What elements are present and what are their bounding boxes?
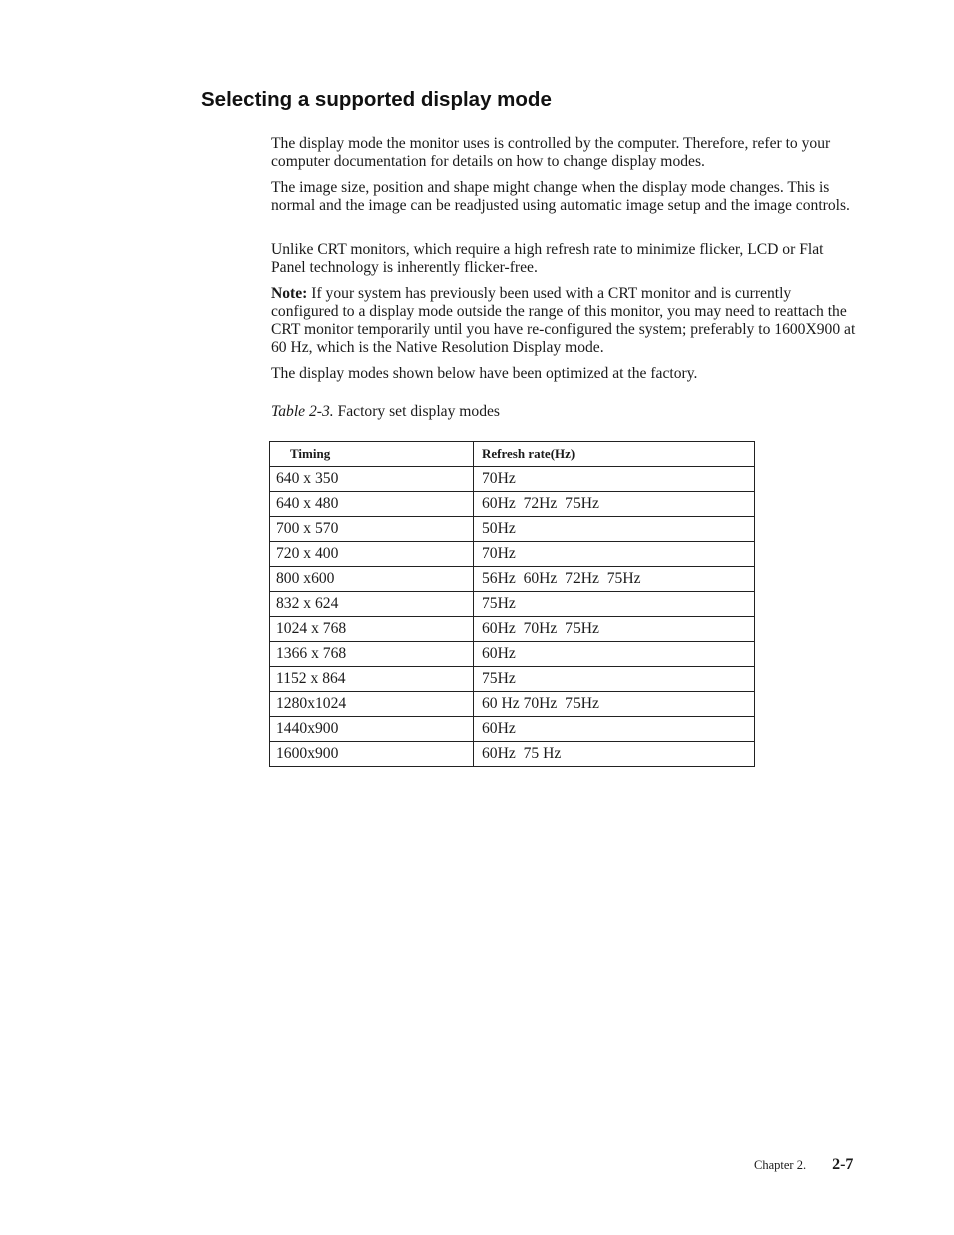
- header-timing: Timing: [270, 442, 474, 467]
- paragraph-flicker-free: Unlike CRT monitors, which require a high refresh rate to minimize flicker, LCD or Flat Panel technology is inherently flicker-free.: [271, 241, 824, 276]
- body-text: [271, 135, 861, 391]
- header-refresh-rate: Refresh rate(Hz): [474, 442, 755, 467]
- note-text: If your system has previously been used with a CRT monitor and is currently configured to a display mode outside the range of this monitor, you may need to reattach the CRT monitor temporarily until you have re-configured the system; preferably to 1600X900 at 60 Hz, which is the Native Resolution Display mode.: [271, 285, 856, 356]
- table-row: [270, 567, 755, 592]
- footer-page-number: 2-7: [832, 1156, 854, 1173]
- timing-cell: 1366 x 768: [270, 642, 474, 667]
- timing-cell: 1024 x 768: [270, 617, 474, 642]
- table-row: [270, 542, 755, 567]
- timing-cell: 1440x900: [270, 717, 474, 742]
- table-caption-text: Factory set display modes: [333, 403, 500, 420]
- refresh-rate-cell: 60 Hz 70Hz 75Hz: [474, 692, 755, 717]
- table-row: [270, 617, 755, 642]
- timing-cell: 700 x 570: [270, 517, 474, 542]
- note-paragraph: [271, 285, 861, 357]
- paragraph-image-readjust: The image size, position and shape might change when the display mode changes. This is normal and the image can be readjusted using automatic image setup and the image controls.: [271, 179, 850, 214]
- paragraph-display-mode-control: The display mode the monitor uses is controlled by the computer. Therefore, refer to your computer documentation for details on how to change display modes.: [271, 135, 831, 170]
- table-body: [270, 467, 755, 767]
- refresh-rate-cell: 60Hz 75 Hz: [474, 742, 755, 767]
- table-caption-label: Table 2-3.: [271, 403, 334, 420]
- timing-cell: 832 x 624: [270, 592, 474, 617]
- timing-cell: 1152 x 864: [270, 667, 474, 692]
- display-modes-table: [269, 441, 755, 767]
- timing-cell: 640 x 350: [270, 467, 474, 492]
- table-row: [270, 517, 755, 542]
- refresh-rate-cell: 75Hz: [474, 592, 755, 617]
- table-row: [270, 492, 755, 517]
- footer-chapter: Chapter 2.: [754, 1158, 807, 1172]
- table-row: [270, 692, 755, 717]
- timing-cell: 800 x600: [270, 567, 474, 592]
- section-heading: Selecting a supported display mode: [201, 88, 552, 111]
- table-row: [270, 592, 755, 617]
- table-caption: [271, 403, 500, 421]
- table-row: [270, 717, 755, 742]
- refresh-rate-cell: 70Hz: [474, 542, 755, 567]
- refresh-rate-cell: 60Hz 72Hz 75Hz: [474, 492, 755, 517]
- refresh-rate-cell: 56Hz 60Hz 72Hz 75Hz: [474, 567, 755, 592]
- refresh-rate-cell: 60Hz: [474, 717, 755, 742]
- paragraph-factory-modes: The display modes shown below have been optimized at the factory.: [271, 365, 698, 382]
- table-row: [270, 742, 755, 767]
- page-footer: [754, 1156, 853, 1174]
- table-header-row: [270, 442, 755, 467]
- refresh-rate-cell: 70Hz: [474, 467, 755, 492]
- note-label: Note:: [271, 285, 308, 302]
- table-row: [270, 642, 755, 667]
- table-row: [270, 667, 755, 692]
- refresh-rate-cell: 60Hz 70Hz 75Hz: [474, 617, 755, 642]
- refresh-rate-cell: 75Hz: [474, 667, 755, 692]
- refresh-rate-cell: 50Hz: [474, 517, 755, 542]
- timing-cell: 1600x900: [270, 742, 474, 767]
- table-row: [270, 467, 755, 492]
- refresh-rate-cell: 60Hz: [474, 642, 755, 667]
- timing-cell: 720 x 400: [270, 542, 474, 567]
- timing-cell: 1280x1024: [270, 692, 474, 717]
- timing-cell: 640 x 480: [270, 492, 474, 517]
